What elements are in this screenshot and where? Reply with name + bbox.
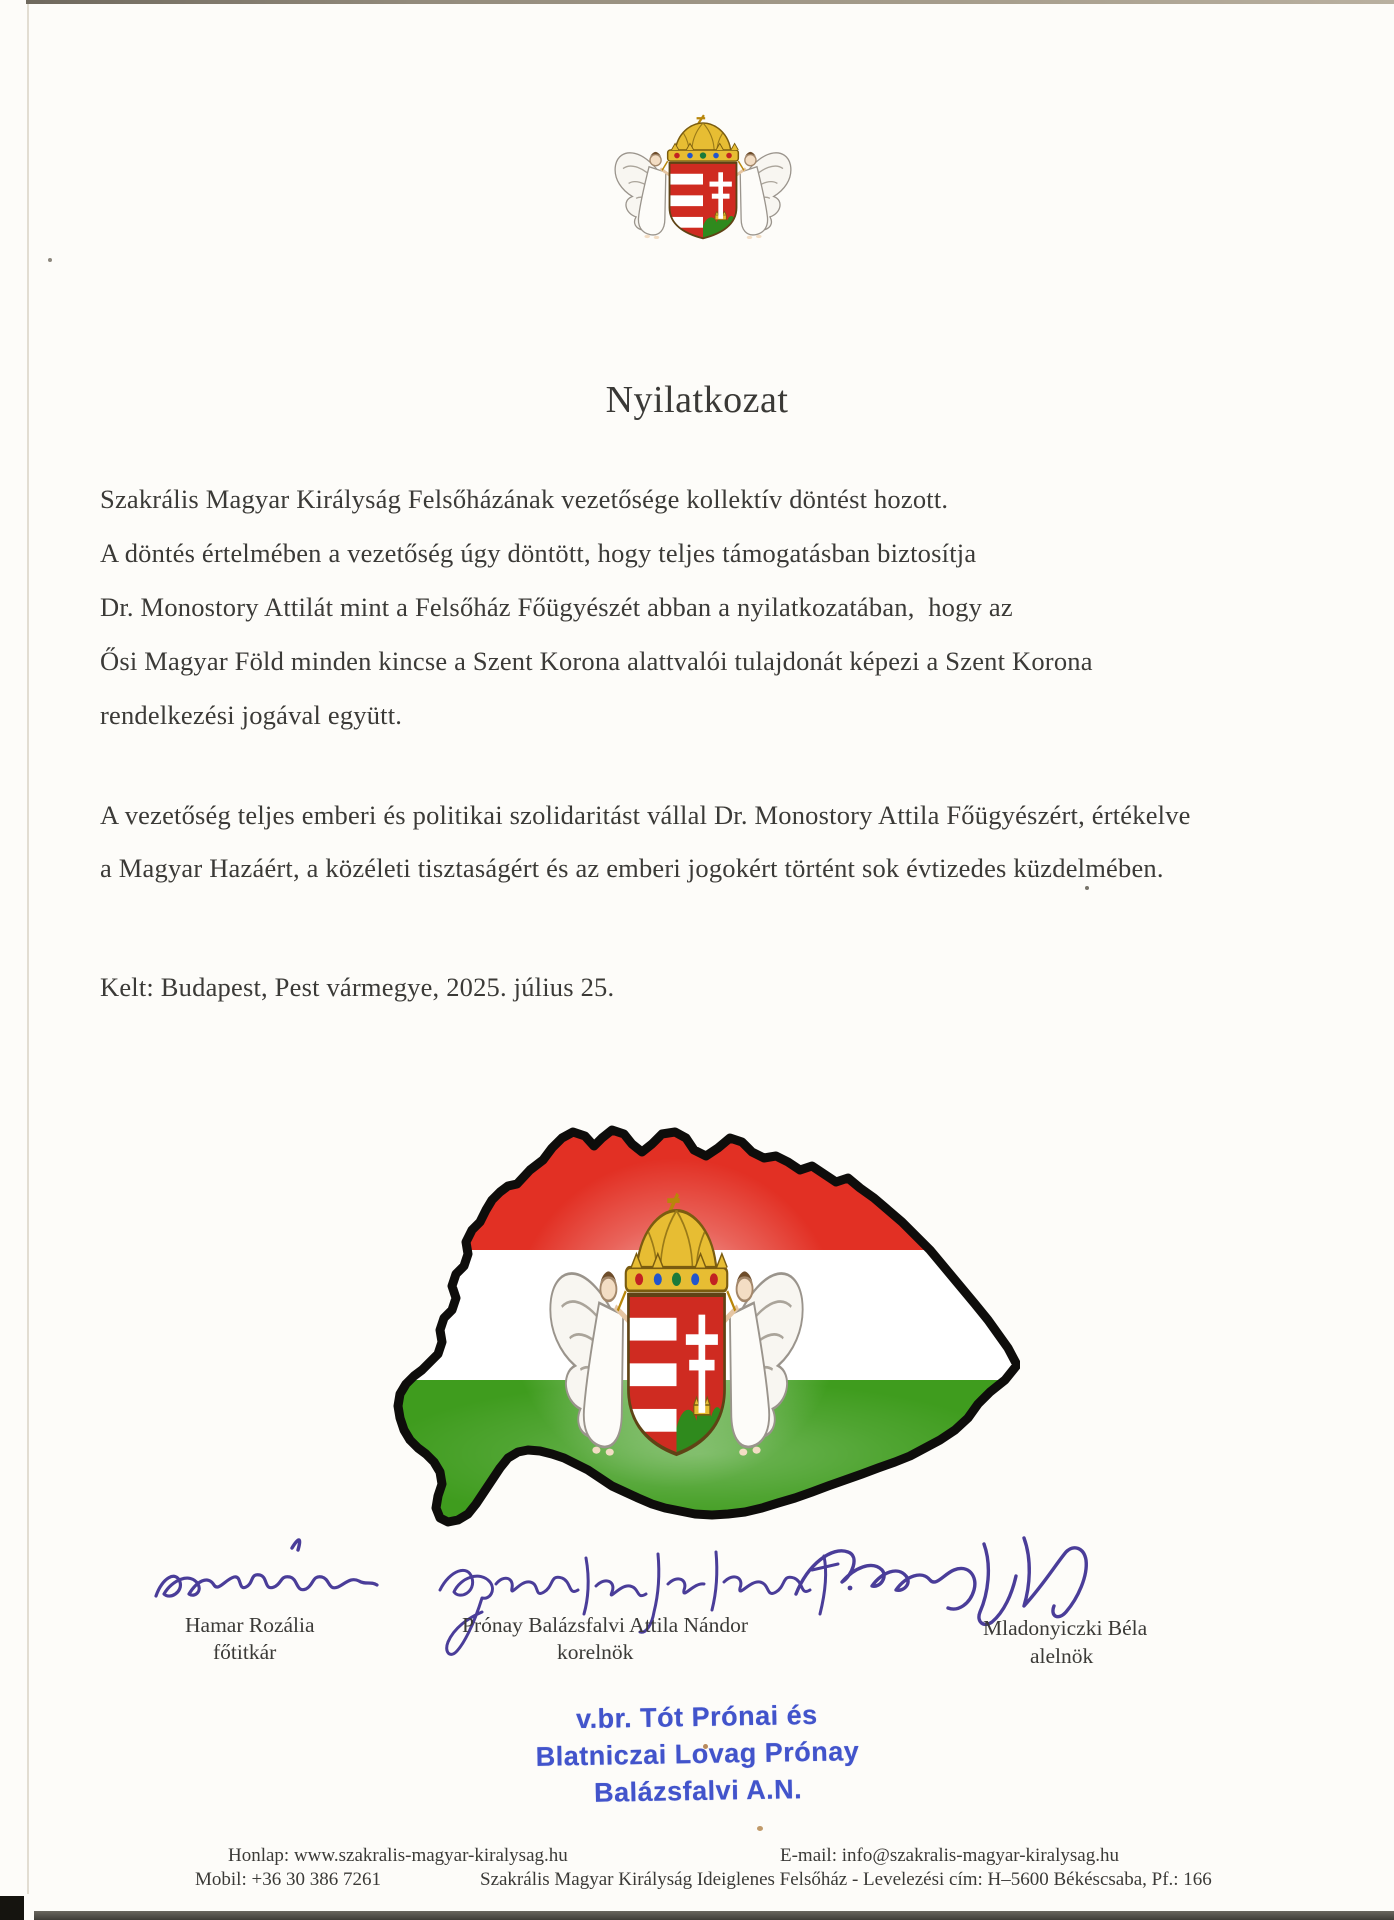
greater-hungary-map — [380, 1118, 1020, 1528]
signatory-role: korelnök — [557, 1640, 634, 1664]
body-line: rendelkezési jogával együtt. — [100, 700, 403, 730]
scan-speck — [48, 258, 52, 262]
body-line: Ősi Magyar Föld minden kincse a Szent Korona alattvalói tulajdonát képezi a Szent Korona — [100, 646, 1093, 676]
signatory-role: alelnök — [1030, 1644, 1094, 1668]
scan-edge-bottom — [34, 1911, 1394, 1920]
scan-edge-top — [26, 0, 1394, 4]
signatory-name: Prónay Balázsfalvi Attila Nándor — [462, 1613, 748, 1637]
footer-mobile: Mobil: +36 30 386 7261 — [195, 1869, 381, 1890]
page-title: Nyilatkozat — [605, 379, 789, 421]
signature-hamar-rozalia — [148, 1534, 384, 1620]
body-line: Dr. Monostory Attilát mint a Felsőház Főügyészét abban a nyilatkozatában, hogy az — [100, 592, 1013, 622]
signatory-name: Hamar Rozália — [185, 1613, 315, 1637]
scan-corner-mark — [0, 1896, 24, 1920]
hungary-coat-of-arms-emblem — [610, 106, 796, 246]
stamp-line: Blatniczai Lovag Prónay — [535, 1736, 860, 1772]
date-line: Kelt: Budapest, Pest vármegye, 2025. július 25. — [100, 972, 615, 1002]
scan-speck — [757, 1826, 763, 1831]
body-line: Szakrális Magyar Királyság Felsőházának vezetősége kollektív döntést hozott. — [100, 484, 949, 514]
body-line: A döntés értelmében a vezetőség úgy döntött, hogy teljes támogatásban biztosítja — [100, 538, 977, 568]
footer-address: Szakrális Magyar Királyság Ideiglenes Felsőház - Levelezési cím: H–5600 Békéscsaba, Pf.: 166 — [480, 1869, 1212, 1890]
footer-email: E-mail: info@szakralis-magyar-kiralysag.hu — [780, 1845, 1119, 1866]
footer-homepage: Honlap: www.szakralis-magyar-kiralysag.hu — [228, 1845, 568, 1866]
scan-speck — [1085, 886, 1089, 890]
body-line: a Magyar Hazáért, a közéleti tisztaságért és az emberi jogokért történt sok évtizedes küzdelmében. — [100, 853, 1164, 883]
stamp-line: Balázsfalvi A.N. — [593, 1774, 803, 1808]
signatory-role: főtitkár — [213, 1640, 277, 1664]
signatory-name: Mladonyiczki Béla — [983, 1616, 1148, 1640]
stamp-line: v.br. Tót Prónai és — [575, 1699, 818, 1735]
ink-stamp — [439, 1695, 956, 1815]
scan-edge-left — [27, 4, 29, 1894]
body-line: A vezetőség teljes emberi és politikai szolidaritást vállal Dr. Monostory Attila Főügyészért, értékelve — [100, 800, 1191, 830]
